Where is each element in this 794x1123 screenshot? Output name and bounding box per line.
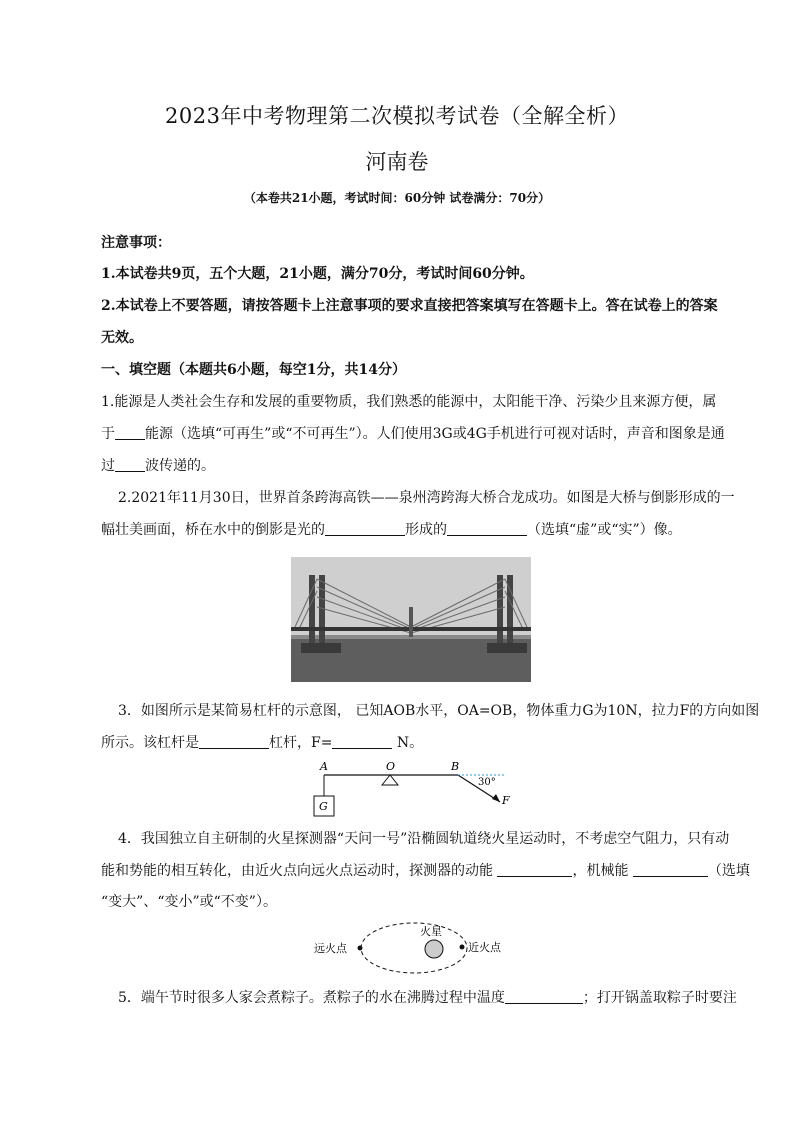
q4-line-3: “变大”、“变小”或“不变”）。 [101,894,277,910]
notes-item-2-line-2: 无效。 [101,330,143,346]
q5-line-1: 5．端午节时很多人家会煮粽子。煮粽子的水在沸腾过程中温度 ；打开锅盖取粽子时要注 [118,990,737,1006]
label-g: G [319,800,328,813]
label-a: A [320,760,328,773]
q2-blank-1 [325,521,405,536]
q4-blank-1 [497,862,572,877]
q2-line-1: 2.2021年11月30日，世界首条跨海高铁——泉州湾跨海大桥合龙成功。如图是大桥与倒影形成的一 [118,490,735,506]
q4-blank-2 [633,862,708,877]
q4-line-1: 4．我国独立自主研制的火星探测器“天问一号”沿椭圆轨道绕火星运动时，不考虑空气阻力，只有动 [118,831,730,847]
q3-blank-2 [332,734,392,749]
q3-line-2: 所示。该杠杆是 杠杆，F= N。 [101,735,424,751]
label-b: B [451,760,460,773]
section-1-heading: 一、填空题（本题共6小题，每空1分，共14分） [101,362,406,378]
notes-item-2-line-1: 2.本试卷上不要答题，请按答题卡上注意事项的要求直接把答案填写在答题卡上。答在试卷上的答案 [101,298,718,314]
exam-meta: （本卷共21小题，考试时间：60分钟 试卷满分：70分） [243,191,551,205]
q1-blank-1 [115,425,145,440]
label-near-point: 近火点 [468,941,501,954]
notes-heading: 注意事项： [101,235,171,251]
q1-blank-2 [115,457,145,472]
label-o: O [386,760,396,773]
notes-item-1: 1.本试卷共9页，五个大题，21小题，满分70分，考试时间60分钟。 [101,266,534,282]
q4-line-2: 能和势能的相互转化，由近火点向远火点运动时，探测器的动能 ，机械能 （选填 [101,863,750,879]
q1-line-2: 于 能源（选填“可再生”或“不可再生”）。人们使用3G或4G手机进行可视对话时，声音和图象是通 [101,426,725,442]
page-subtitle: 河南卷 [365,150,429,174]
label-far-point: 远火点 [314,942,347,955]
q2-line-2: 幅壮美画面，桥在水中的倒影是光的 形成的 （选填“虚”或“实”）像。 [101,522,682,538]
lever-diagram [300,758,530,820]
q1-line-3: 过 波传递的。 [101,458,215,474]
bridge-photo [291,557,531,682]
q2-blank-2 [447,521,527,536]
q1-line-1: 1.能源是人类社会生存和发展的重要物质，我们熟悉的能源中，太阳能干净、污染少且来源方便，属 [101,394,717,410]
q3-line-1: 3．如图所示是某简易杠杆的示意图， 已知AOB水平，OA=OB，物体重力G为10N，拉力F的方向如图 [118,703,760,719]
label-angle: 30° [478,777,496,788]
orbit-diagram [310,918,520,976]
q5-blank-1 [505,989,583,1004]
label-mars: 火星 [420,925,442,938]
page-title: 2023年中考物理第二次模拟考试卷（全解全析） [165,104,629,128]
bridge-photo-drawing [291,557,531,682]
q3-blank-1 [199,734,269,749]
label-f: F [502,794,510,807]
